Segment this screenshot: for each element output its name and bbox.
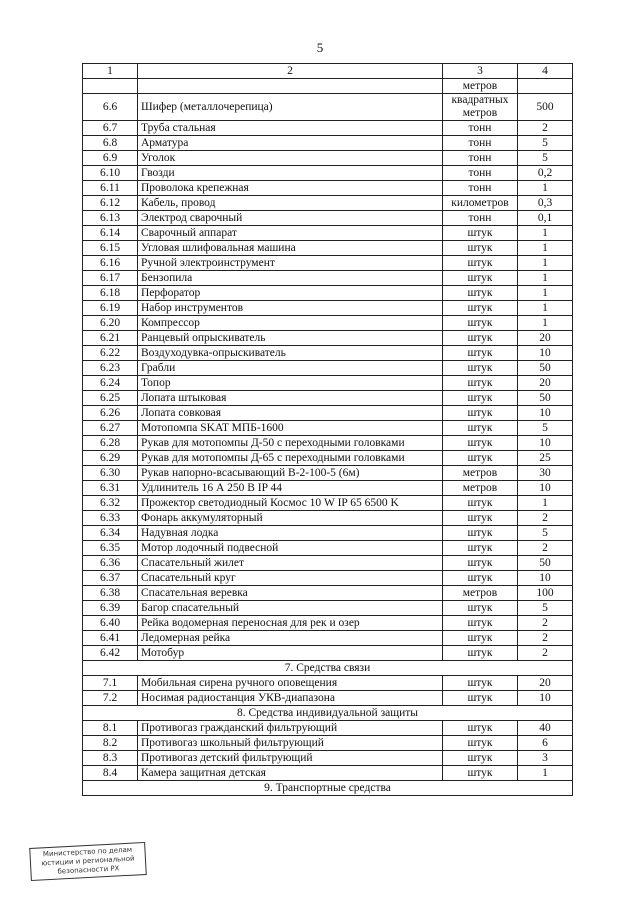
row-qty: 2 [518,616,573,631]
row-unit: штук [443,616,518,631]
table-row [83,211,573,226]
row-qty: 1 [518,766,573,781]
row-number: 6.24 [83,376,138,391]
row-unit: штук [443,301,518,316]
row-name: Перфоратор [138,286,443,301]
row-qty: 2 [518,646,573,661]
table-row [83,226,573,241]
row-number: 6.21 [83,331,138,346]
table-row [83,361,573,376]
row-unit: штук [443,436,518,451]
section-title-8: 8. Средства индивидуальной защиты [83,706,573,721]
table-row [83,616,573,631]
row-number: 8.1 [83,721,138,736]
table-row [83,301,573,316]
table-row [83,151,573,166]
row-name: Электрод сварочный [138,211,443,226]
row-unit: штук [443,316,518,331]
row-unit: тонн [443,136,518,151]
row-number: 6.34 [83,526,138,541]
row-name: Рукав напорно-всасывающий В-2-100-5 (6м) [138,466,443,481]
table-row [83,391,573,406]
row-unit: тонн [443,121,518,136]
row-unit: штук [443,691,518,706]
row-unit: штук [443,271,518,286]
table-row [83,646,573,661]
row-number: 6.37 [83,571,138,586]
row-unit: штук [443,721,518,736]
row-qty: 20 [518,331,573,346]
row-number: 6.10 [83,166,138,181]
section-row [83,781,573,796]
row-name: Мотор лодочный подвесной [138,541,443,556]
row-name: Топор [138,376,443,391]
row-qty: 1 [518,226,573,241]
cont-unit-cell: метров [443,79,518,94]
row-unit: штук [443,451,518,466]
row-unit: метров [443,481,518,496]
continuation-row [83,79,573,94]
row-name: Мотобур [138,646,443,661]
row-name: Труба стальная [138,121,443,136]
table-row [83,286,573,301]
table-row [83,121,573,136]
row-qty: 50 [518,391,573,406]
row-name: Бензопила [138,271,443,286]
table-row [83,736,573,751]
section-row [83,706,573,721]
row-unit: штук [443,601,518,616]
row-name: Удлинитель 16 А 250 В IP 44 [138,481,443,496]
row-qty: 50 [518,361,573,376]
row-unit: штук [443,406,518,421]
row-number: 6.40 [83,616,138,631]
row-name: Набор инструментов [138,301,443,316]
row-name: Грабли [138,361,443,376]
section-title-7: 7. Средства связи [83,661,573,676]
row-qty: 1 [518,316,573,331]
row-unit: штук [443,391,518,406]
row-unit: штук [443,256,518,271]
row-qty: 2 [518,631,573,646]
row-number: 8.2 [83,736,138,751]
page-number: 5 [316,40,324,55]
header-cell-1: 1 [83,64,138,79]
section-title-9: 9. Транспортные средства [83,781,573,796]
row-unit: штук [443,631,518,646]
row-number: 8.4 [83,766,138,781]
row-number: 6.30 [83,466,138,481]
table-row [83,271,573,286]
row-qty: 1 [518,301,573,316]
row-number: 6.42 [83,646,138,661]
row-qty: 10 [518,436,573,451]
row-number: 6.23 [83,361,138,376]
cont-qty-cell [518,79,573,94]
row-name: Рейка водомерная переносная для рек и озер [138,616,443,631]
table-row [83,451,573,466]
table-row [83,766,573,781]
row-qty: 0,3 [518,196,573,211]
cont-num-cell [83,79,138,94]
table-row [83,601,573,616]
row-unit: штук [443,751,518,766]
row-name: Рукав для мотопомпы Д-50 с переходными головками [138,436,443,451]
row-qty: 10 [518,481,573,496]
row-number: 6.39 [83,601,138,616]
row-qty: 10 [518,406,573,421]
row-qty: 3 [518,751,573,766]
row-name: Противогаз школьный фильтрующий [138,736,443,751]
row-unit: штук [443,346,518,361]
row-qty: 1 [518,271,573,286]
row-number: 6.26 [83,406,138,421]
table-row [83,466,573,481]
row-name: Фонарь аккумуляторный [138,511,443,526]
row-qty: 2 [518,511,573,526]
row-unit: метров [443,466,518,481]
table-row [83,556,573,571]
table-row [83,571,573,586]
table-row [83,421,573,436]
row-name: Мотопомпа SKAT МПБ-1600 [138,421,443,436]
row-number: 6.31 [83,481,138,496]
row-qty: 0,1 [518,211,573,226]
row-name: Воздуходувка-опрыскиватель [138,346,443,361]
row-number: 6.36 [83,556,138,571]
row-name: Сварочный аппарат [138,226,443,241]
row-number: 6.8 [83,136,138,151]
row-name: Арматура [138,136,443,151]
row-name: Компрессор [138,316,443,331]
row-qty: 500 [518,94,573,121]
row-unit: штук [443,286,518,301]
row-qty: 40 [518,721,573,736]
row-unit: штук [443,241,518,256]
row-unit: тонн [443,166,518,181]
header-cell-3: 3 [443,64,518,79]
row-number: 6.7 [83,121,138,136]
row-number: 6.15 [83,241,138,256]
row-name: Багор спасательный [138,601,443,616]
table-row [83,481,573,496]
registration-stamp: Министерство по делам юстиции и региональной безопасности РХ [29,842,147,881]
row-qty: 1 [518,496,573,511]
row-unit: штук [443,421,518,436]
row-number: 6.6 [83,94,138,121]
table-row [83,241,573,256]
row-name: Рукав для мотопомпы Д-65 с переходными головками [138,451,443,466]
row-qty: 5 [518,151,573,166]
row-unit: штук [443,226,518,241]
row-number: 6.11 [83,181,138,196]
row-qty: 5 [518,136,573,151]
row-name: Надувная лодка [138,526,443,541]
row-name: Уголок [138,151,443,166]
table-row [83,94,573,121]
row-name: Противогаз гражданский фильтрующий [138,721,443,736]
table-row [83,586,573,601]
row-name: Спасательный круг [138,571,443,586]
row-unit: штук [443,511,518,526]
row-qty: 10 [518,346,573,361]
row-unit: метров [443,586,518,601]
row-unit: километров [443,196,518,211]
row-number: 6.38 [83,586,138,601]
table-row [83,526,573,541]
section-row [83,661,573,676]
row-name: Проволока крепежная [138,181,443,196]
row-name: Гвозди [138,166,443,181]
row-qty: 20 [518,676,573,691]
row-number: 6.19 [83,301,138,316]
row-name: Спасательная веревка [138,586,443,601]
row-qty: 6 [518,736,573,751]
row-qty: 1 [518,256,573,271]
row-number: 6.41 [83,631,138,646]
row-qty: 5 [518,526,573,541]
row-qty: 0,2 [518,166,573,181]
table-row [83,721,573,736]
row-number: 6.28 [83,436,138,451]
row-unit: тонн [443,181,518,196]
table-row [83,691,573,706]
row-number: 6.18 [83,286,138,301]
row-unit: штук [443,526,518,541]
header-cell-2: 2 [138,64,443,79]
table-row [83,496,573,511]
table-row [83,196,573,211]
row-name: Шифер (металлочерепица) [138,94,443,121]
row-name: Камера защитная детская [138,766,443,781]
row-number: 7.2 [83,691,138,706]
table-row [83,511,573,526]
row-unit: штук [443,361,518,376]
row-name: Лопата совковая [138,406,443,421]
row-qty: 2 [518,121,573,136]
row-qty: 25 [518,451,573,466]
row-number: 6.17 [83,271,138,286]
table-row [83,376,573,391]
row-name: Угловая шлифовальная машина [138,241,443,256]
table-row [83,136,573,151]
row-number: 6.32 [83,496,138,511]
row-qty: 30 [518,466,573,481]
row-number: 6.12 [83,196,138,211]
row-qty: 5 [518,601,573,616]
row-qty: 10 [518,571,573,586]
table-row [83,676,573,691]
row-number: 6.20 [83,316,138,331]
row-name: Прожектор светодиодный Космос 10 W IP 65 6500 K [138,496,443,511]
header-cell-4: 4 [518,64,573,79]
row-unit: штук [443,736,518,751]
row-name: Противогаз детский фильтрующий [138,751,443,766]
row-unit: тонн [443,211,518,226]
row-unit: штук [443,766,518,781]
row-unit: штук [443,646,518,661]
row-unit: штук [443,541,518,556]
row-number: 7.1 [83,676,138,691]
row-name: Носимая радиостанция УКВ-диапазона [138,691,443,706]
row-number: 6.22 [83,346,138,361]
row-unit: штук [443,496,518,511]
cont-name-cell [138,79,443,94]
table-row [83,256,573,271]
row-number: 6.29 [83,451,138,466]
table-row [83,346,573,361]
row-number: 6.35 [83,541,138,556]
row-unit: квадратных метров [443,94,518,121]
table-row [83,751,573,766]
row-unit: штук [443,331,518,346]
table-row [83,181,573,196]
row-qty: 1 [518,286,573,301]
row-qty: 1 [518,181,573,196]
row-name: Спасательный жилет [138,556,443,571]
table-row [83,331,573,346]
row-unit: тонн [443,151,518,166]
row-number: 8.3 [83,751,138,766]
table-row [83,541,573,556]
row-number: 6.25 [83,391,138,406]
row-number: 6.9 [83,151,138,166]
row-qty: 5 [518,421,573,436]
row-qty: 100 [518,586,573,601]
inventory-table [82,63,573,796]
row-unit: штук [443,376,518,391]
row-name: Ручной электроинструмент [138,256,443,271]
row-number: 6.33 [83,511,138,526]
row-qty: 20 [518,376,573,391]
table-row [83,166,573,181]
row-name: Лопата штыковая [138,391,443,406]
row-qty: 50 [518,556,573,571]
row-qty: 2 [518,541,573,556]
row-name: Ледомерная рейка [138,631,443,646]
row-qty: 10 [518,691,573,706]
row-name: Мобильная сирена ручного оповещения [138,676,443,691]
table-row [83,631,573,646]
table-row [83,436,573,451]
row-qty: 1 [518,241,573,256]
row-number: 6.14 [83,226,138,241]
table-row [83,406,573,421]
row-unit: штук [443,556,518,571]
header-row [83,64,573,79]
row-name: Кабель, провод [138,196,443,211]
row-number: 6.27 [83,421,138,436]
row-name: Ранцевый опрыскиватель [138,331,443,346]
row-unit: штук [443,676,518,691]
row-number: 6.16 [83,256,138,271]
table-row [83,316,573,331]
row-number: 6.13 [83,211,138,226]
row-unit: штук [443,571,518,586]
